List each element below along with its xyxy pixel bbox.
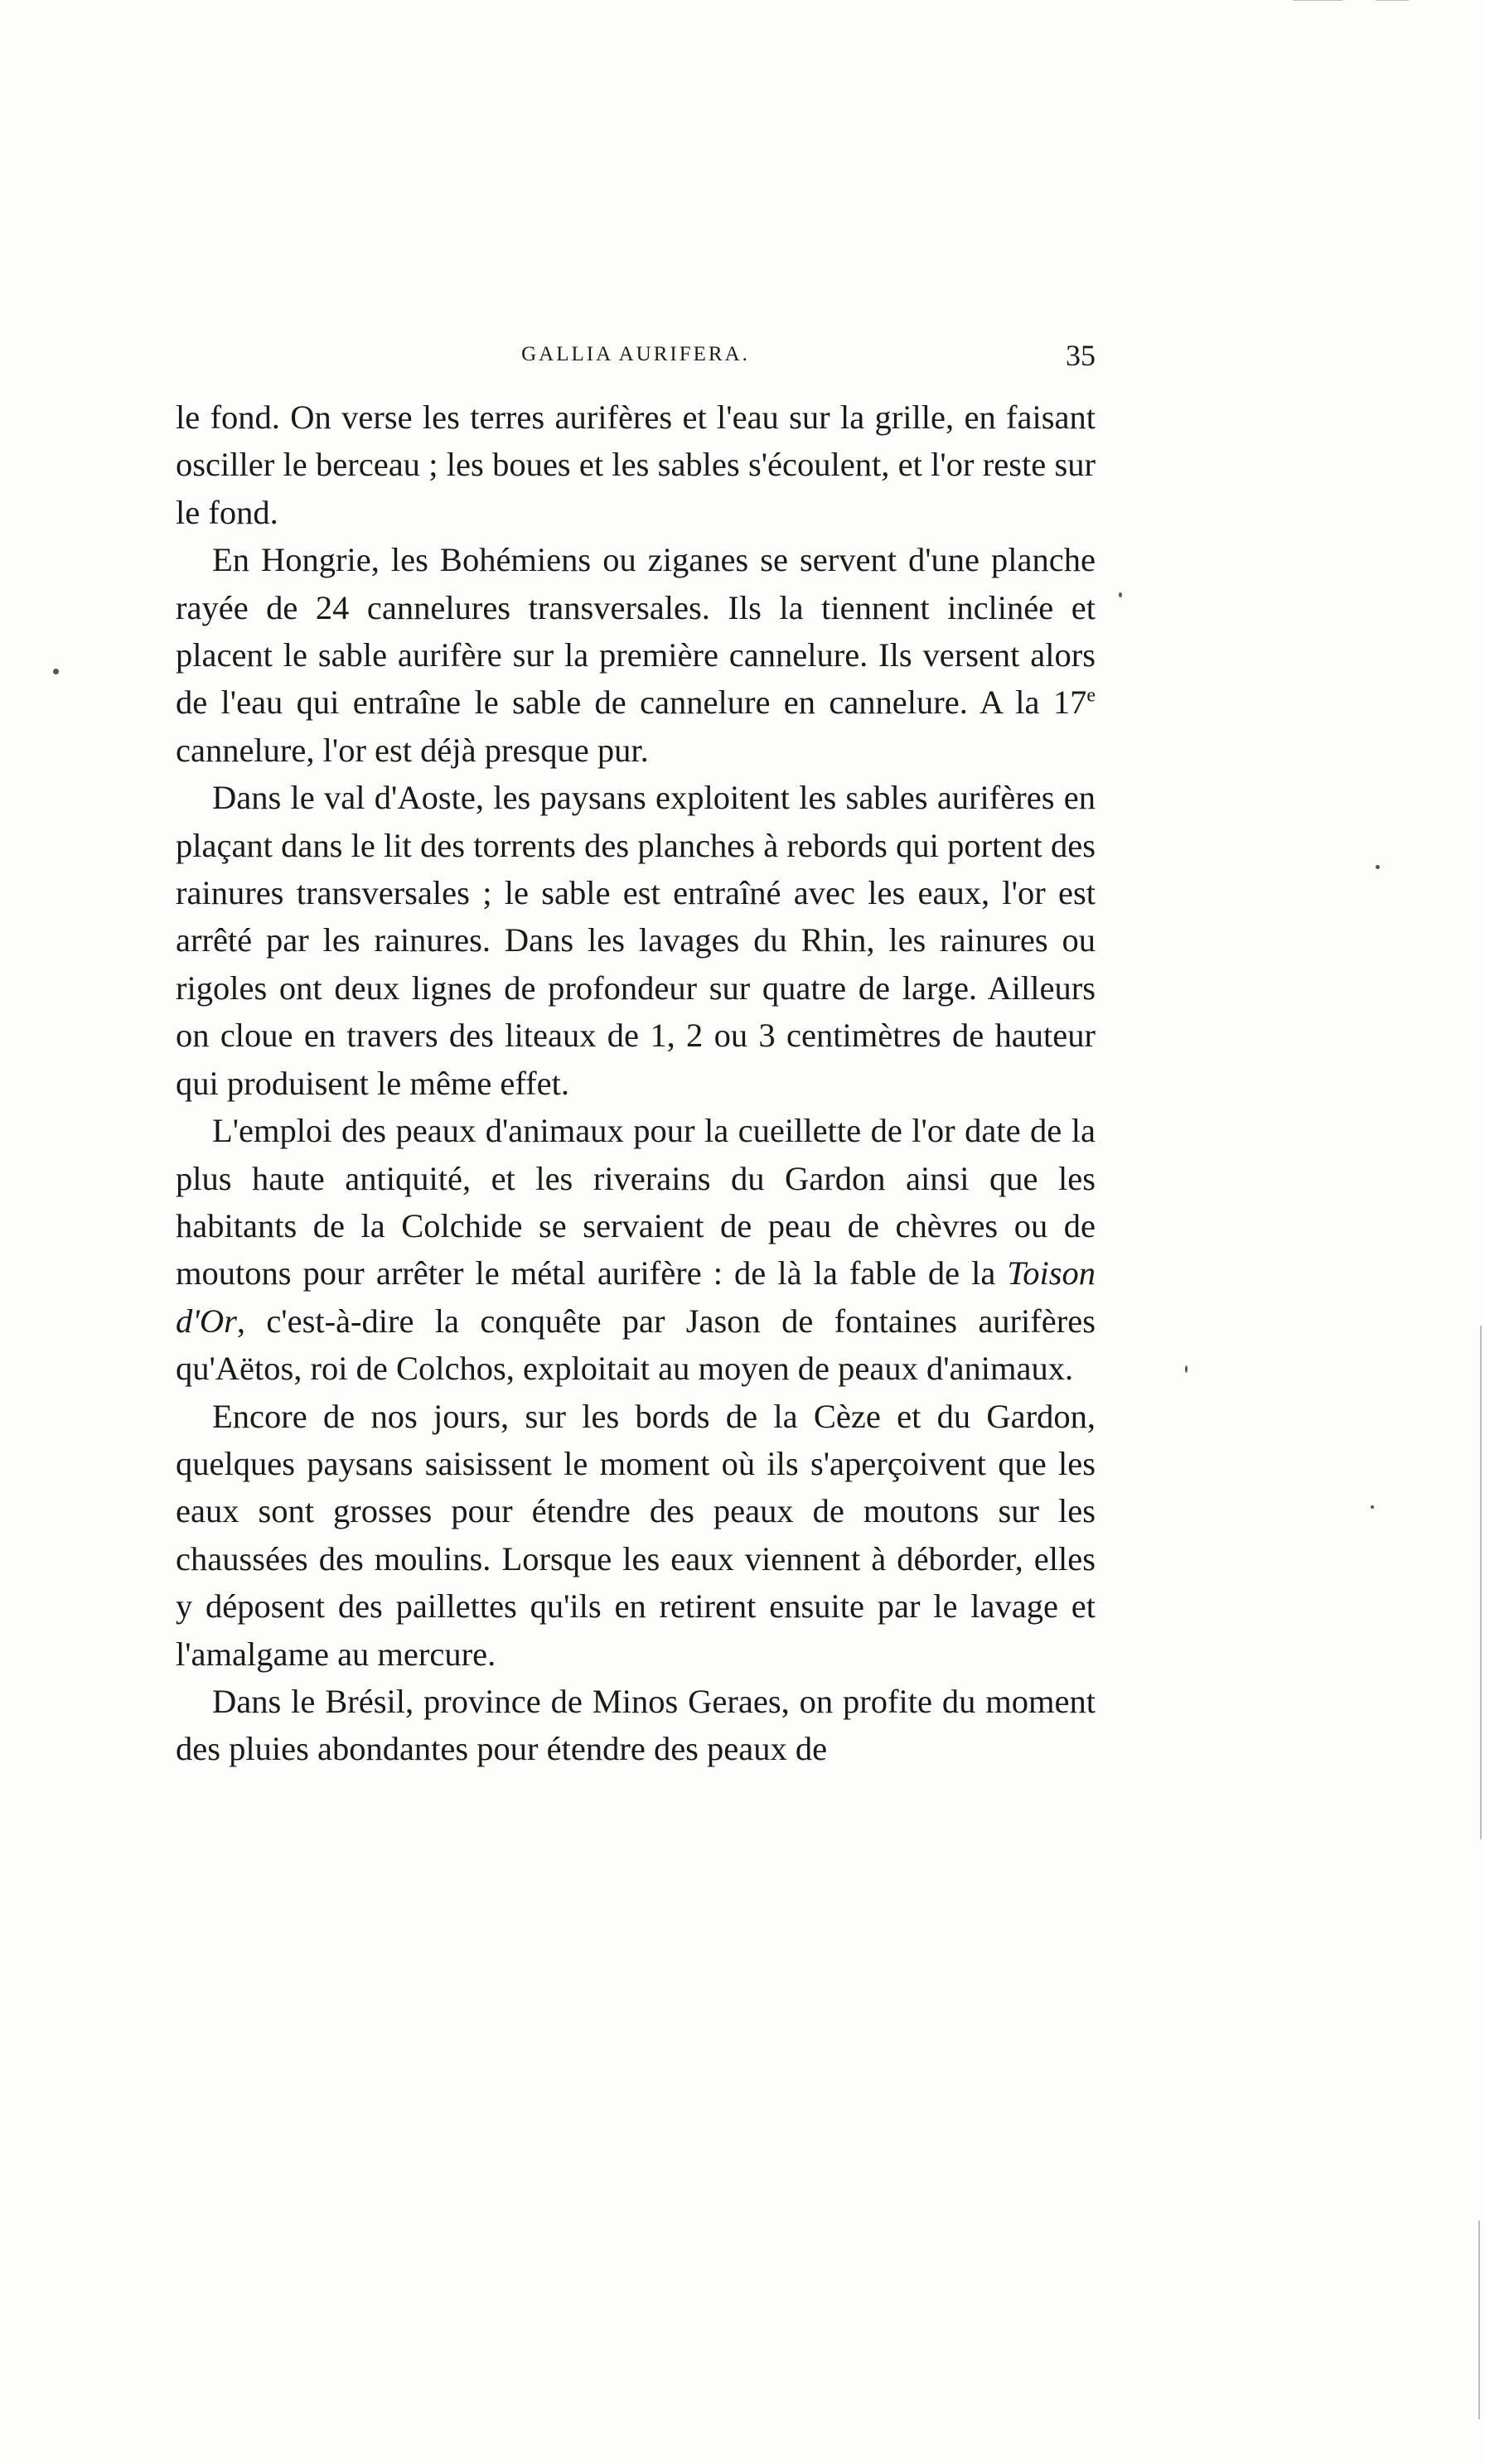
paragraph-text: Dans le val d'Aoste, les paysans exploitent les sables aurifères en plaçant dans le lit des torrents des planches à rebords qui portent des rainures transversales ; le sable est entraîné avec les eaux, l'or est arrêté par les rainures. Dans les lavages du Rhin, les rainures ou rigoles ont deux lignes de profondeur sur quatre de large. Ailleurs on cloue en travers des liteaux de 1, 2 ou 3 centimètres de hauteur qui produisent le même effet. — [176, 779, 1096, 1102]
paragraph-text: cannelure, l'or est déjà presque pur. — [176, 731, 649, 769]
paragraph-text: Encore de nos jours, sur les bords de la Cèze et du Gardon, quelques paysans saisissent le moment où ils s'aperçoivent que les eaux sont grosses pour étendre des peaux de moutons sur les chaussées des moulins. Lorsque les eaux viennent à déborder, elles y déposent des paillettes qu'ils en retirent ensuite par le lavage et l'amalgame au mercure. — [176, 1397, 1096, 1673]
paragraph-peaux — [176, 1107, 1096, 1392]
paragraph-text: L'emploi des peaux d'animaux pour la cueillette de l'or date de la plus haute antiquité, et les riverains du Gardon ainsi que les habitants de la Colchide se servaient de peau de chèvres ou de moutons pour arrêter le métal aurifère : de là la fable de la — [176, 1112, 1096, 1292]
scan-edge-line — [1293, 0, 1342, 1]
paragraph-text: , c'est-à-dire la conquête par Jason de fontaines aurifères qu'Aëtos, roi de Colchos, exploitait au moyen de peaux d'animaux. — [176, 1302, 1096, 1388]
scan-speck — [1185, 1365, 1188, 1373]
paragraph-bresil — [176, 1678, 1096, 1773]
paragraph-text: Dans le Brésil, province de Minos Geraes, on profite du moment des pluies abondantes pour étendre des peaux de — [176, 1682, 1096, 1768]
body-text — [176, 394, 1096, 1773]
paragraph-aoste — [176, 774, 1096, 1107]
scan-speck — [1119, 592, 1122, 597]
scan-edge-line — [1376, 0, 1409, 1]
scan-edge-line — [1480, 1326, 1482, 1839]
scan-edge-line — [1478, 2220, 1480, 2419]
paragraph-continuation — [176, 394, 1096, 536]
scan-speck — [1371, 1505, 1374, 1509]
page-number: 35 — [1066, 339, 1096, 372]
ordinal-superscript: e — [1086, 684, 1096, 707]
paragraph-text: En Hongrie, les Bohémiens ou ziganes se servent d'une planche rayée de 24 cannelures transversales. Ils la tiennent inclinée et placent le sable aurifère sur la première cannelure. Ils versent alors de l'eau qui entraîne le sable de cannelure en cannelure. A la 17 — [176, 541, 1096, 722]
italic-title: Toison d'Or — [176, 1254, 1096, 1340]
scan-speck — [1376, 865, 1380, 869]
scan-speck — [53, 669, 59, 674]
running-head — [176, 339, 1096, 376]
running-title: GALLIA AURIFERA. — [521, 343, 750, 365]
paragraph-text: le fond. On verse les terres aurifères et l'eau sur la grille, en faisant osciller le berceau ; les boues et les sables s'écoulent, et l'or reste sur le fond. — [176, 399, 1096, 531]
paragraph-ceze — [176, 1393, 1096, 1678]
paragraph-hongrie — [176, 536, 1096, 774]
